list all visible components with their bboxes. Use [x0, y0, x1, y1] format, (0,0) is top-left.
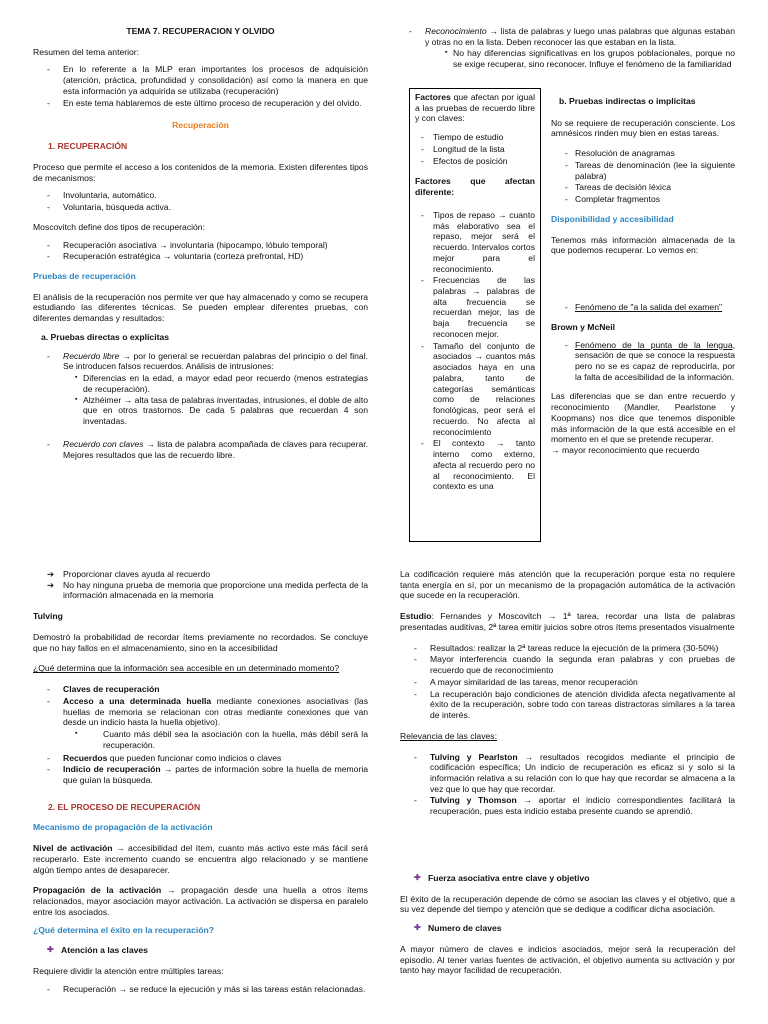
codificacion-text: La codificación requiere más atención que la recuperación porque esta no requiere tanta energía en sí, por un mecanismo de la propagación automática de la activación que sucede en la recuperación.	[400, 569, 735, 601]
list-item	[33, 764, 368, 785]
list-item: ▪ Alzhéimer → alta tasa de palabras inventadas, intrusiones, el doble de alto que en otros trastornos. De cada 5 palabras que recuerdan 4 son inventadas.	[63, 395, 368, 427]
reconocimiento-sublist	[433, 48, 735, 69]
sub-heading-b: b. Pruebas indirectas o implícitas	[559, 96, 696, 106]
exito-heading: ¿Qué determina el éxito en la recuperación?	[33, 924, 215, 935]
punta-lengua-list	[551, 340, 735, 383]
page1-reconocimiento-block	[395, 26, 735, 79]
list-item: - Completar fragmentos	[551, 194, 735, 205]
relevancia-list	[400, 752, 735, 817]
pruebas-heading: Pruebas de recuperación	[33, 271, 136, 282]
recuerdos-text: que pueden funcionar como indicios o claves	[107, 752, 282, 763]
list-item: - Involuntaria, automático.	[33, 190, 368, 201]
punta-lengua-text: sensación de que se conoce la respuesta pero no se es capaz de reproducirla, por la falta de accesibilidad de la información.	[575, 350, 735, 382]
list-item	[551, 340, 735, 383]
factors-diff-list	[415, 210, 535, 492]
list-item: - A mayor similaridad de las tareas, menor recuperación	[400, 677, 735, 688]
factors-diff-lead: Factores que afectan diferente:	[415, 176, 535, 198]
recuerdo-claves-term: Recuerdo con claves	[63, 438, 144, 449]
list-item	[33, 684, 368, 695]
direct-tests-list	[33, 351, 368, 461]
numero-text: A mayor número de claves e indicios asociados, mejor será la recuperación del episodio. Al tener varias fuentes de activación, el objetivo aumenta su activación y por tanto hay mayor facilidad de recuperación.	[400, 943, 735, 976]
list-item: - Tareas de decisión léxica	[551, 182, 735, 193]
propagacion-text: → propagación desde una huella a otros ítems relacionados, mayor asociación mayor activación. La activación se dispersa en paralelo entre los asociados.	[33, 885, 368, 917]
nivel-text: → accesibilidad del ítem, cuanto más activo este más fácil será recuperarlo. Este incremento cuando se encuentra algo relacionado y se mantiene algún tiempo antes de desaparecer.	[33, 843, 368, 875]
factors-box	[409, 88, 541, 542]
factors-equal-list	[415, 132, 535, 166]
list-item: ▪ Diferencias en la edad, a mayor edad peor recuerdo (menos estrategias de recuperación).	[63, 373, 368, 394]
diferencias-text: Las diferencias que se dan entre recuerdo y reconocimiento (Mandler, Pearlstone y Koopmans) nos dice que tenemos disponible más información de la que está accesible en el momento en el que se pretende recuperar.	[551, 391, 735, 445]
disponibilidad-heading: Disponibilidad y accesibilidad	[551, 213, 674, 224]
diferencias-arrow: → mayor reconocimiento que recuerdo	[551, 445, 700, 456]
reconocimiento-text: → lista de palabras y luego unas palabras que algunas estaban y otras no en la lista. Deben reconocer las que estaban en la lista.	[425, 26, 735, 47]
fenomeno-examen: Fenómeno de "a la salida del examen"	[575, 302, 723, 313]
nivel-term: Nivel de activación	[33, 843, 113, 854]
atencion-heading	[33, 945, 368, 956]
fuerza-text: El éxito de la recuperación depende de cómo se asocian las claves y el objetivo, que a su vez depende del tiempo y atención que se dedique a codificar dicha asociación.	[400, 893, 735, 915]
huella-bold: Acceso a una determinada huella	[63, 695, 212, 706]
summary-list	[33, 64, 368, 108]
recuerdo-libre-term: Recuerdo libre	[63, 350, 120, 361]
list-item: ➔ No hay ninguna prueba de memoria que proporcione una medida perfecta de la información almacenada en la memoria	[33, 580, 368, 601]
pearlston-text: → resultados recogidos mediante el principio de codificación específica; Un indicio de recuperación es eficaz si y solo si la información relativa a su relación con lo que hay que recordar se almacena a la vez que lo que hay que recordar.	[430, 751, 735, 794]
requiere-text: Requiere dividir la atención entre múltiples tareas:	[33, 966, 224, 977]
list-item: - Tiempo de estudio	[415, 132, 535, 143]
indicio-bold: Indicio de recuperación	[63, 764, 161, 775]
heading-recuperacion: 1. RECUPERACIÓN	[48, 141, 128, 152]
huella-sublist	[63, 729, 368, 750]
factors-equal-lead: Factores	[415, 92, 451, 102]
reconocimiento-list	[395, 26, 735, 70]
page1-right-column	[551, 96, 735, 463]
list-item: - Voluntaria, búsqueda activa.	[33, 202, 368, 213]
list-item	[33, 98, 368, 109]
estudio-text: : Fernandes y Moscovitch → 1ª tarea, recordar una lista de palabras presentadas auditivas, 2ª tarea emitir juicios sobre otros ítems presentados visualmente	[400, 611, 735, 632]
list-item: - Resultados: realizar la 2ª tareas reduce la ejecución de la primera (30-50%)	[400, 643, 735, 654]
list-item	[551, 302, 735, 313]
moscovitch-list	[33, 240, 368, 262]
list-item: - El contexto → tanto interno como externo, afecta al recuerdo pero no al reconocimiento. El contexto es una	[415, 438, 535, 492]
list-item	[33, 439, 368, 460]
list-item: ▪ Cuanto más débil sea la asociación con la huella, más débil será la recuperación.	[63, 729, 368, 750]
list-item: - Tamaño del conjunto de asociados → cuantos más asociados haya en una palabra, tanto de categorías semánticas como de relaciones fonológicas, peor será el recuerdo. No afecta al reconocimiento	[415, 341, 535, 438]
indirect-text: No se requiere de recuperación consciente. Los amnésicos rinden muy bien en estas tareas.	[551, 117, 735, 139]
page1-left-column	[33, 26, 368, 469]
page2-left-column	[33, 569, 368, 1004]
sub-heading-a: a. Pruebas directas o explícitas	[41, 331, 170, 342]
pruebas-text: El análisis de la recuperación nos permite ver que hay almacenado y como se recupera estudiando las diferentes técnicas. Se pueden emplear diferentes pruebas, con diferentes demandas y resultados:	[33, 291, 368, 324]
heading-proceso: 2. EL PROCESO DE RECUPERACIÓN	[48, 801, 201, 812]
list-item: - Efectos de posición	[415, 156, 535, 167]
relevancia-heading: Relevancia de las claves:	[400, 730, 497, 741]
list-item: - Mayor interferencia cuando la segunda eran palabras y con pruebas de recuerdo que de reconocimiento	[400, 654, 735, 675]
pearlston-bold: Tulving y Pearlston	[430, 751, 518, 762]
list-item: ➔ Proporcionar claves ayuda al recuerdo	[33, 569, 368, 580]
thomson-text: → aportar el indicio correspondientes facilitará la recuperación, pues esta indicio estaba presente cuando se aprendió.	[430, 795, 736, 817]
page-title: TEMA 7. RECUPERACION Y OLVIDO	[126, 26, 275, 36]
fuerza-heading	[400, 873, 735, 884]
requiere-list	[33, 984, 368, 995]
mecanismo-heading: Mecanismo de propagación de la activación	[33, 822, 213, 833]
reconocimiento-term: Reconocimiento	[425, 26, 487, 36]
list-item	[395, 26, 735, 70]
numero-heading	[400, 923, 735, 934]
fuerza-label: Fuerza asociativa entre clave y objetivo	[428, 872, 590, 883]
list-item: - Resolución de anagramas	[551, 148, 735, 159]
intrusion-list	[63, 373, 368, 427]
list-item	[33, 696, 368, 751]
huella-text: mediante conexiones asociativas (las huellas de memoria se relacionan con otras mediante conexiones que van desde un indicio hasta la huella objetivo).	[63, 695, 368, 728]
list-item: - Recuperación estratégica → voluntaria (corteza prefrontal, HD)	[33, 251, 368, 262]
list-item: - Recuperación → se reduce la ejecución y más si las tareas están relacionadas.	[33, 984, 368, 995]
disponibilidad-text: Tenemos más información almacenada de la que podemos recuperar. Lo vemos en:	[551, 234, 735, 256]
section-recuperacion: Recuperación	[172, 120, 229, 131]
list-item	[400, 795, 735, 816]
accesibilidad-question: ¿Qué determina que la información sea accesible en un determinado momento?	[33, 663, 340, 674]
list-item: - Tipos de repaso → cuanto más elaborativo sea el repaso, mejor será el recuerdo. Intervalos cortos mejor para el reconocimiento.	[415, 210, 535, 274]
summary-item-1: En lo referente a la MLP eran importantes los procesos de adquisición (atención, práctica, profundidad y consolidación) así como la manera en que esta información ya adquirida se utilizaba (recuperación)	[63, 64, 368, 96]
indirect-tests-list	[551, 148, 735, 205]
recuerdos-bold: Recuerdos	[63, 752, 108, 763]
propagacion-term: Propagación de la activación	[33, 885, 162, 896]
list-item: ▪ No hay diferencias significativas en los grupos poblacionales, porque no se exige recuperar, sino reconocer. Influye el fenómeno de la familiaridad	[433, 48, 735, 69]
mechanism-list	[33, 190, 368, 212]
arrow-list	[33, 569, 368, 601]
claves-bold: Claves de recuperación	[63, 684, 160, 695]
list-item: - Frecuencias de las palabras → palabras de alta frecuencia se recuerdan mejor, las de baja frecuencia se reconocen mejor.	[415, 275, 535, 339]
brown-mcneil: Brown y McNeil	[551, 321, 615, 332]
list-item: - Longitud de la lista	[415, 144, 535, 155]
claves-list	[33, 684, 368, 786]
summary-intro: Resumen del tema anterior:	[33, 46, 140, 57]
page-2	[0, 560, 768, 1024]
tulving-text: Demostró la probabilidad de recordar ítems previamente no recordados. Se concluye que no hay fallos en el almacenamiento, sino en la accesibilidad	[33, 631, 368, 653]
list-item: - Recuperación asociativa → involuntaria (hipocampo, lóbulo temporal)	[33, 240, 368, 251]
atencion-label: Atención a las claves	[61, 945, 148, 956]
summary-item-2: En este tema hablaremos de este último proceso de recuperación y del olvido.	[63, 97, 362, 108]
thomson-bold: Tulving y Thomson	[430, 795, 517, 806]
list-item	[33, 351, 368, 427]
examen-list	[551, 302, 735, 313]
recuerdo-libre-text: → por lo general se recuerdan palabras del principio o del final. Se introducen falsos recuerdos. Análisis de intrusiones:	[63, 350, 368, 372]
list-item	[33, 64, 368, 96]
list-item	[33, 753, 368, 764]
tulving-heading: Tulving	[33, 611, 63, 622]
punta-lengua-term: Fenómeno de la punta de la lengua,	[575, 339, 735, 350]
recuerdo-claves-text: → lista de palabra acompañada de claves para recuperar. Mejores resultados que las de recuerdo libre.	[63, 438, 368, 460]
list-item: - Tareas de denominación (lee la siguiente palabra)	[551, 160, 735, 181]
factors-equal-text: que afectan por igual a las pruebas de recuerdo libre y con claves:	[415, 92, 535, 124]
definition-text: Proceso que permite el acceso a los contenidos de la memoria. Existen diferentes tipos de mecanismos:	[33, 161, 368, 183]
numero-label: Numero de claves	[428, 923, 502, 934]
estudio-term: Estudio	[400, 611, 432, 622]
list-item: - La recuperación bajo condiciones de atención dividida afecta negativamente al éxito de la recuperación, sobre todo con tareas distractoras similares a la tarea de interés.	[400, 689, 735, 721]
list-item	[400, 752, 735, 795]
indicio-text: → partes de información sobre la huella de memoria que guían la búsqueda.	[63, 764, 369, 786]
estudio-list	[400, 643, 735, 721]
moscovitch-text: Moscovitch define dos tipos de recuperación:	[33, 221, 205, 232]
page2-right-column	[400, 569, 735, 983]
